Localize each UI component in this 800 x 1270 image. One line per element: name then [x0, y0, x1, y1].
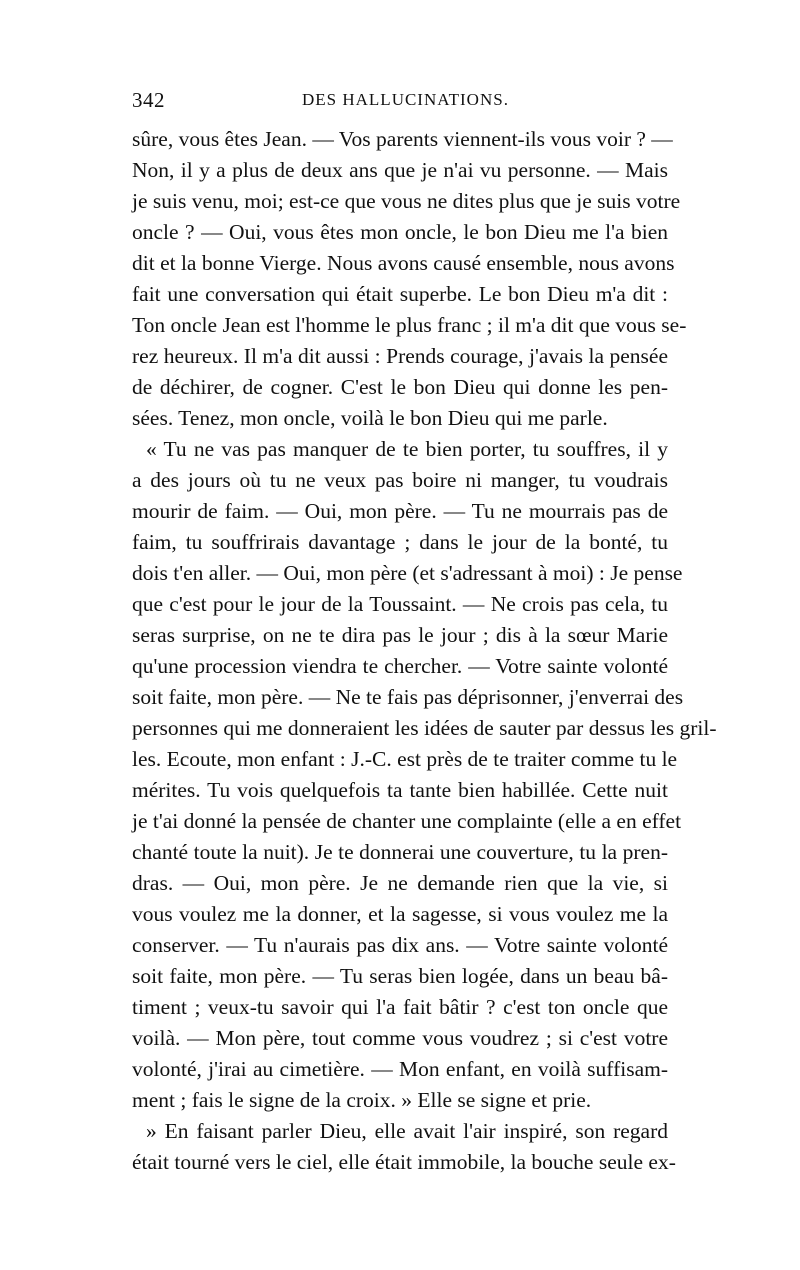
page-number: 342 [132, 88, 165, 112]
text-line: de déchirer, de cogner. C'est le bon Dieu qui donne les pen- [132, 375, 668, 399]
running-head: DES HALLUCINATIONS. [302, 90, 509, 109]
text-line: conserver. — Tu n'aurais pas dix ans. — Votre sainte volonté [132, 933, 668, 957]
text-line: mérites. Tu vois quelquefois ta tante bien habillée. Cette nuit [132, 778, 668, 802]
text-line: volonté, j'irai au cimetière. — Mon enfant, en voilà suffisam- [132, 1057, 668, 1081]
text-line: personnes qui me donneraient les idées de sauter par dessus les gril- [132, 716, 717, 740]
text-line: ment ; fais le signe de la croix. » Elle se signe et prie. [132, 1088, 592, 1112]
text-line: dois t'en aller. — Oui, mon père (et s'adressant à moi) : Je pense [132, 561, 683, 585]
text-line: je suis venu, moi; est-ce que vous ne dites plus que je suis votre [132, 189, 681, 213]
text-line: soit faite, mon père. — Tu seras bien logée, dans un beau bâ- [132, 964, 668, 988]
text-line: oncle ? — Oui, vous êtes mon oncle, le bon Dieu me l'a bien [132, 220, 668, 244]
text-line: soit faite, mon père. — Ne te fais pas déprisonner, j'enverrai des [132, 685, 684, 709]
text-line: a des jours où tu ne veux pas boire ni manger, tu voudrais [132, 468, 668, 492]
text-line: sûre, vous êtes Jean. — Vos parents viennent-ils vous voir ? — [132, 127, 673, 151]
text-line: rez heureux. Il m'a dit aussi : Prends courage, j'avais la pensée [132, 344, 668, 368]
text-line: les. Ecoute, mon enfant : J.-C. est près de te traiter comme tu le [132, 747, 678, 771]
text-line: vous voulez me la donner, et la sagesse, si vous voulez me la [132, 902, 668, 926]
text-line: seras surprise, on ne te dira pas le jour ; dis à la sœur Marie [132, 623, 668, 647]
text-line: « Tu ne vas pas manquer de te bien porter, tu souffres, il y [146, 437, 668, 461]
text-line: faim, tu souffrirais davantage ; dans le jour de la bonté, tu [132, 530, 668, 554]
text-line: Ton oncle Jean est l'homme le plus franc ; il m'a dit que vous se- [132, 313, 687, 337]
text-line: chanté toute la nuit). Je te donnerai une couverture, tu la pren- [132, 840, 668, 864]
text-line: voilà. — Mon père, tout comme vous voudrez ; si c'est votre [132, 1026, 668, 1050]
text-line: je t'ai donné la pensée de chanter une complainte (elle a en effet [132, 809, 682, 833]
page-header [132, 88, 668, 118]
text-line: que c'est pour le jour de la Toussaint. — Ne crois pas cela, tu [132, 592, 668, 616]
text-line: était tourné vers le ciel, elle était immobile, la bouche seule ex- [132, 1150, 676, 1174]
text-line: sées. Tenez, mon oncle, voilà le bon Dieu qui me parle. [132, 406, 608, 430]
text-line: fait une conversation qui était superbe. Le bon Dieu m'a dit : [132, 282, 668, 306]
text-line: » En faisant parler Dieu, elle avait l'air inspiré, son regard [146, 1119, 668, 1143]
text-line: mourir de faim. — Oui, mon père. — Tu ne mourrais pas de [132, 499, 668, 523]
text-line: qu'une procession viendra te chercher. — Votre sainte volonté [132, 654, 668, 678]
text-line: dit et la bonne Vierge. Nous avons causé ensemble, nous avons [132, 251, 675, 275]
text-line: timent ; veux-tu savoir qui l'a fait bâtir ? c'est ton oncle que [132, 995, 668, 1019]
text-line: dras. — Oui, mon père. Je ne demande rien que la vie, si [132, 871, 668, 895]
body-text [132, 124, 717, 1178]
text-line: Non, il y a plus de deux ans que je n'ai vu personne. — Mais [132, 158, 668, 182]
